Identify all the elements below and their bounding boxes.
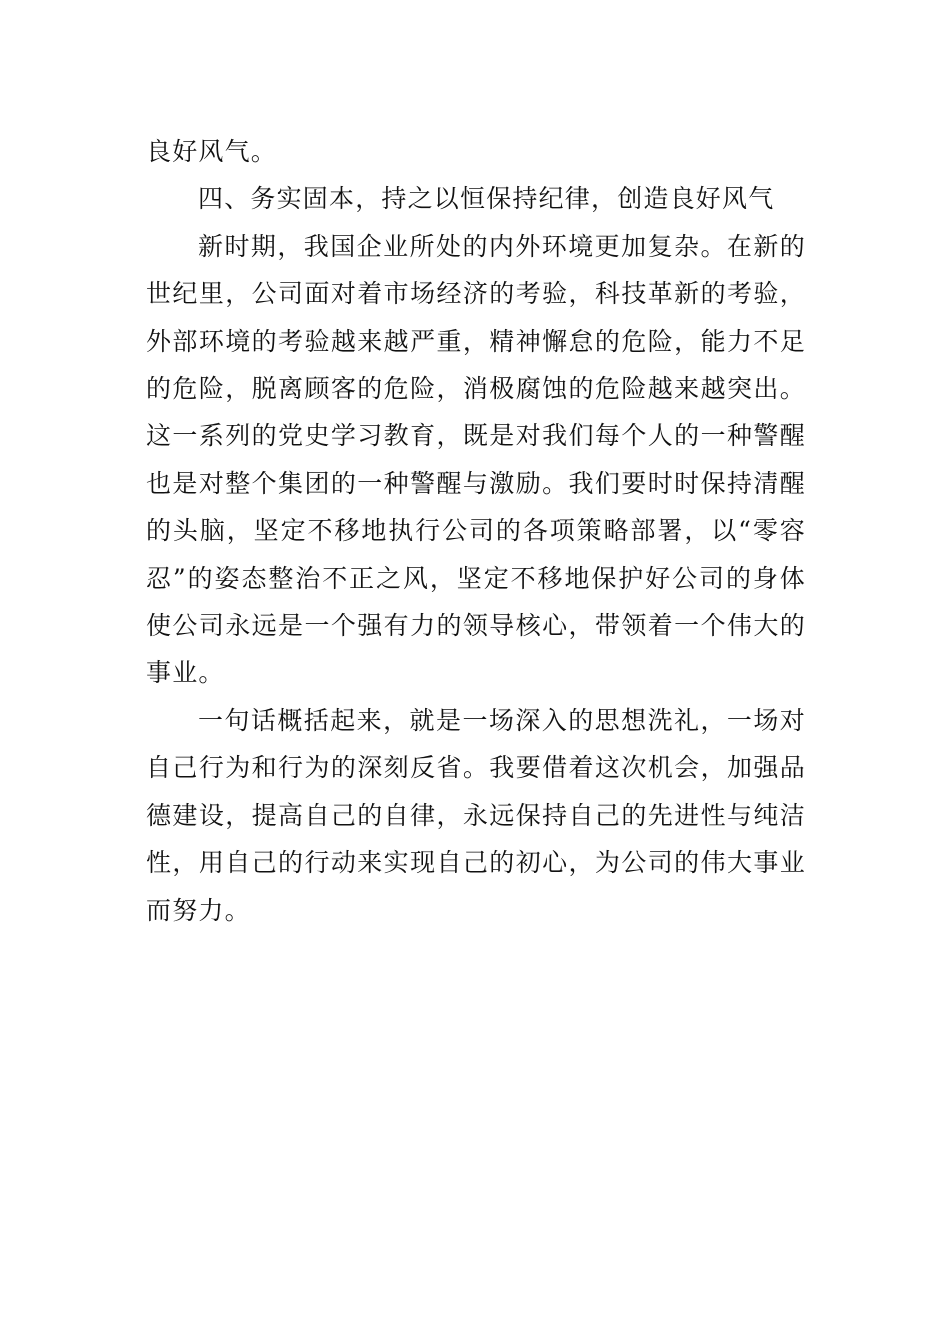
- section-heading: 四、务实固本，持之以恒保持纪律，创造良好风气: [198, 184, 775, 214]
- paragraph-continuation: 良好风气。: [146, 137, 278, 166]
- paragraph-summary: 一句话概括起来，就是一场深入的思想洗礼，一场对自己行为和行为的深刻反省。我要借着这次机会，加强品德建设，提高自己的自律，永远保持自己的先进性与纯洁性，用自己的行动来实现自己的初心，为公司的伟大事业而努力。: [146, 705, 806, 925]
- paragraph-new-era: 新时期，我国企业所处的内外环境更加复杂。在新的世纪里，公司面对着市场经济的考验，科技革新的考验，外部环境的考验越来越严重，精神懈怠的危险，能力不足的危险，脱离顾客的危险，消极腐蚀的危险越来越突出。这一系列的党史学习教育，既是对我们每个人的一种警醒也是对整个集团的一种警醒与激励。我们要时时保持清醒的头脑，坚定不移地执行公司的各项策略部署，以“零容忍”的姿态整治不正之风，坚定不移地保护好公司的身体使公司永远是一个强有力的领导核心，带领着一个伟大的事业。: [146, 231, 806, 688]
- document-body: [146, 128, 806, 934]
